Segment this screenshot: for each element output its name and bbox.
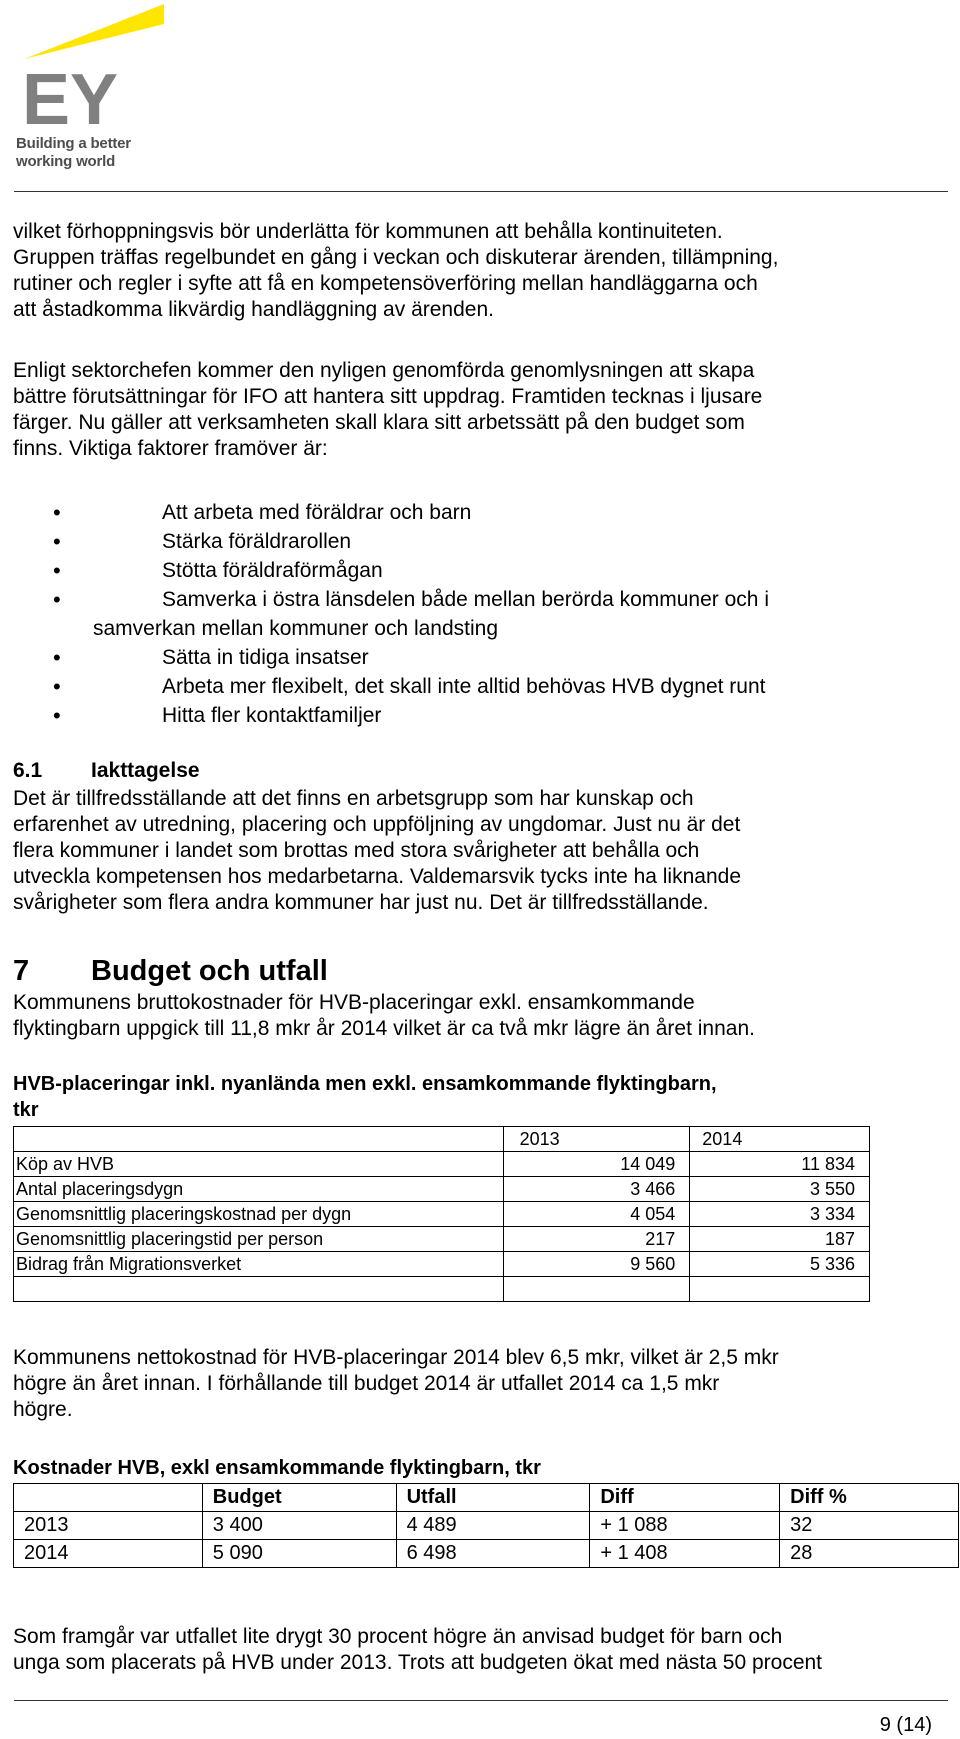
text-line: Det är tillfredsställande att det finns en arbetsgrupp som har kunskap och	[13, 787, 694, 810]
tagline-line-2: working world	[16, 153, 116, 170]
text-line: finns. Viktiga faktorer framöver är:	[13, 437, 328, 460]
page-number: 9 (14)	[879, 1714, 932, 1736]
empty-cell	[503, 1277, 690, 1302]
list-item	[13, 498, 948, 527]
tagline-line-1: Building a better	[16, 135, 131, 152]
list-item	[13, 672, 948, 701]
caption-line: HVB-placeringar inkl. nyanlända men exkl. ensamkommande flyktingbarn,	[13, 1073, 717, 1095]
section-number: 7	[13, 955, 30, 987]
cell-2014: 11 834	[690, 1152, 870, 1177]
text-line: att åstadkomma likvärdig handläggning av ärenden.	[13, 298, 494, 321]
paragraph-conclusion	[13, 1624, 948, 1676]
row-label: Köp av HVB	[14, 1152, 504, 1177]
text-line: erfarenhet av utredning, placering och uppföljning av ungdomar. Just nu är det	[13, 813, 741, 836]
list-item-text: Arbeta mer flexibelt, det skall inte alltid behövas HVB dygnet runt	[162, 675, 766, 698]
paragraph-sector-chief	[13, 358, 948, 462]
text-line: Kommunens nettokostnad för HVB-placeringar 2014 blev 6,5 mkr, vilket är 2,5 mkr	[13, 1346, 779, 1369]
header-divider	[14, 191, 948, 192]
table-row-empty	[14, 1277, 870, 1302]
text-line: högre.	[13, 1398, 73, 1421]
table-row	[14, 1512, 959, 1540]
bullet-icon: •	[53, 500, 61, 525]
cell-outcome: 6 498	[396, 1540, 590, 1568]
cell-outcome: 4 489	[396, 1512, 590, 1540]
list-item-text: Att arbeta med föräldrar och barn	[162, 501, 472, 524]
bullet-icon: •	[53, 674, 61, 699]
row-label: Genomsnittlig placeringstid per person	[14, 1227, 504, 1252]
table-row	[14, 1177, 870, 1202]
text-line: unga som placerats på HVB under 2013. Trots att budgeten ökat med nästa 50 procent	[13, 1651, 823, 1674]
list-item	[13, 585, 948, 614]
header-cell: 2014	[690, 1127, 870, 1152]
header-cell: Budget	[202, 1484, 396, 1512]
caption-line: tkr	[13, 1099, 39, 1121]
row-label: Genomsnittlig placeringskostnad per dygn	[14, 1202, 504, 1227]
list-item	[13, 643, 948, 672]
table-row	[14, 1252, 870, 1277]
cell-diff: + 1 408	[590, 1540, 780, 1568]
text-line: högre än året innan. I förhållande till budget 2014 är utfallet 2014 ca 1,5 mkr	[13, 1372, 720, 1395]
header-cell: Diff %	[780, 1484, 959, 1512]
table-row	[14, 1227, 870, 1252]
list-item	[13, 527, 948, 556]
section-heading-6-1	[13, 758, 200, 784]
cell-diff-pct: 28	[780, 1540, 959, 1568]
bullet-icon: •	[53, 645, 61, 670]
list-item	[13, 556, 948, 585]
bullet-icon: •	[53, 558, 61, 583]
hvb-placements-table	[13, 1126, 870, 1302]
row-label: Bidrag från Migrationsverket	[14, 1252, 504, 1277]
table-caption-hvb	[13, 1071, 948, 1123]
cell-2013: 4 054	[503, 1202, 690, 1227]
text-line: flera kommuner i landet som brottas med stora svårigheter att behålla och	[13, 839, 700, 862]
empty-cell	[14, 1277, 504, 1302]
cell-year: 2013	[14, 1512, 203, 1540]
header-cell: Utfall	[396, 1484, 590, 1512]
cell-2013: 217	[503, 1227, 690, 1252]
section-heading-7	[13, 954, 328, 988]
section-title: Budget och utfall	[91, 955, 328, 987]
table-row	[14, 1202, 870, 1227]
list-item-continuation	[13, 614, 948, 643]
cell-diff: + 1 088	[590, 1512, 780, 1540]
text-line: Gruppen träffas regelbundet en gång i veckan och diskuterar ärenden, tillämpning,	[13, 246, 779, 269]
list-item-text: Stärka föräldrarollen	[162, 530, 352, 553]
text-line: svårigheter som flera andra kommuner har just nu. Det är tillfredsställande.	[13, 891, 709, 914]
list-item	[13, 701, 948, 730]
table-row	[14, 1540, 959, 1568]
header-cell	[14, 1127, 504, 1152]
empty-cell	[690, 1277, 870, 1302]
table-header-row	[14, 1127, 870, 1152]
ey-logo-beam	[24, 4, 164, 59]
text-line: rutiner och regler i syfte att få en kompetensöverföring mellan handläggarna och	[13, 272, 758, 295]
table-row	[14, 1152, 870, 1177]
list-item-text: samverkan mellan kommuner och landsting	[93, 617, 499, 640]
cell-2013: 14 049	[503, 1152, 690, 1177]
row-label: Antal placeringsdygn	[14, 1177, 504, 1202]
paragraph-net-cost	[13, 1345, 948, 1423]
cell-2013: 9 560	[503, 1252, 690, 1277]
ey-logo-text: EY	[22, 60, 119, 134]
bullet-icon: •	[53, 529, 61, 554]
text-line: flyktingbarn uppgick till 11,8 mkr år 2014 vilket är ca två mkr lägre än året innan.	[13, 1017, 755, 1040]
list-item-text: Hitta fler kontaktfamiljer	[162, 704, 382, 727]
hvb-costs-table	[13, 1483, 959, 1568]
text-line: färger. Nu gäller att verksamheten skall klara sitt arbetssätt på den budget som	[13, 411, 745, 434]
section-title: Iakttagelse	[91, 759, 200, 782]
cell-2014: 187	[690, 1227, 870, 1252]
header-cell: Diff	[590, 1484, 780, 1512]
header-cell	[14, 1484, 203, 1512]
ey-tagline	[16, 135, 131, 171]
ey-logo-mark	[14, 4, 164, 134]
cell-year: 2014	[14, 1540, 203, 1568]
header-cell: 2013	[503, 1127, 690, 1152]
table-header-row	[14, 1484, 959, 1512]
bullet-icon: •	[53, 587, 61, 612]
text-line: bättre förutsättningar för IFO att hantera sitt uppdrag. Framtiden tecknas i ljusare	[13, 385, 763, 408]
text-line: utveckla kompetensen hos medarbetarna. Valdemarsvik tycks inte ha liknande	[13, 865, 741, 888]
cell-2013: 3 466	[503, 1177, 690, 1202]
cell-2014: 3 334	[690, 1202, 870, 1227]
cell-budget: 3 400	[202, 1512, 396, 1540]
table-caption-costs: Kostnader HVB, exkl ensamkommande flyktingbarn, tkr	[13, 1457, 541, 1479]
footer-divider	[14, 1700, 948, 1701]
list-item-text: Sätta in tidiga insatser	[162, 646, 369, 669]
list-item-text: Stötta föräldraförmågan	[162, 559, 383, 582]
cell-diff-pct: 32	[780, 1512, 959, 1540]
bullet-icon: •	[53, 703, 61, 728]
text-line: Som framgår var utfallet lite drygt 30 procent högre än anvisad budget för barn och	[13, 1625, 783, 1648]
paragraph-gross-costs	[13, 990, 948, 1042]
paragraph-continuity	[13, 219, 948, 323]
text-line: vilket förhoppningsvis bör underlätta för kommunen att behålla kontinuiteten.	[13, 220, 723, 243]
cell-2014: 5 336	[690, 1252, 870, 1277]
text-line: Kommunens bruttokostnader för HVB-placeringar exkl. ensamkommande	[13, 991, 695, 1014]
cell-budget: 5 090	[202, 1540, 396, 1568]
section-number: 6.1	[13, 759, 43, 782]
cell-2014: 3 550	[690, 1177, 870, 1202]
paragraph-observation	[13, 786, 948, 916]
text-line: Enligt sektorchefen kommer den nyligen genomförda genomlysningen att skapa	[13, 359, 755, 382]
list-item-text: Samverka i östra länsdelen både mellan berörda kommuner och i	[162, 588, 769, 611]
key-factors-list	[13, 498, 948, 730]
